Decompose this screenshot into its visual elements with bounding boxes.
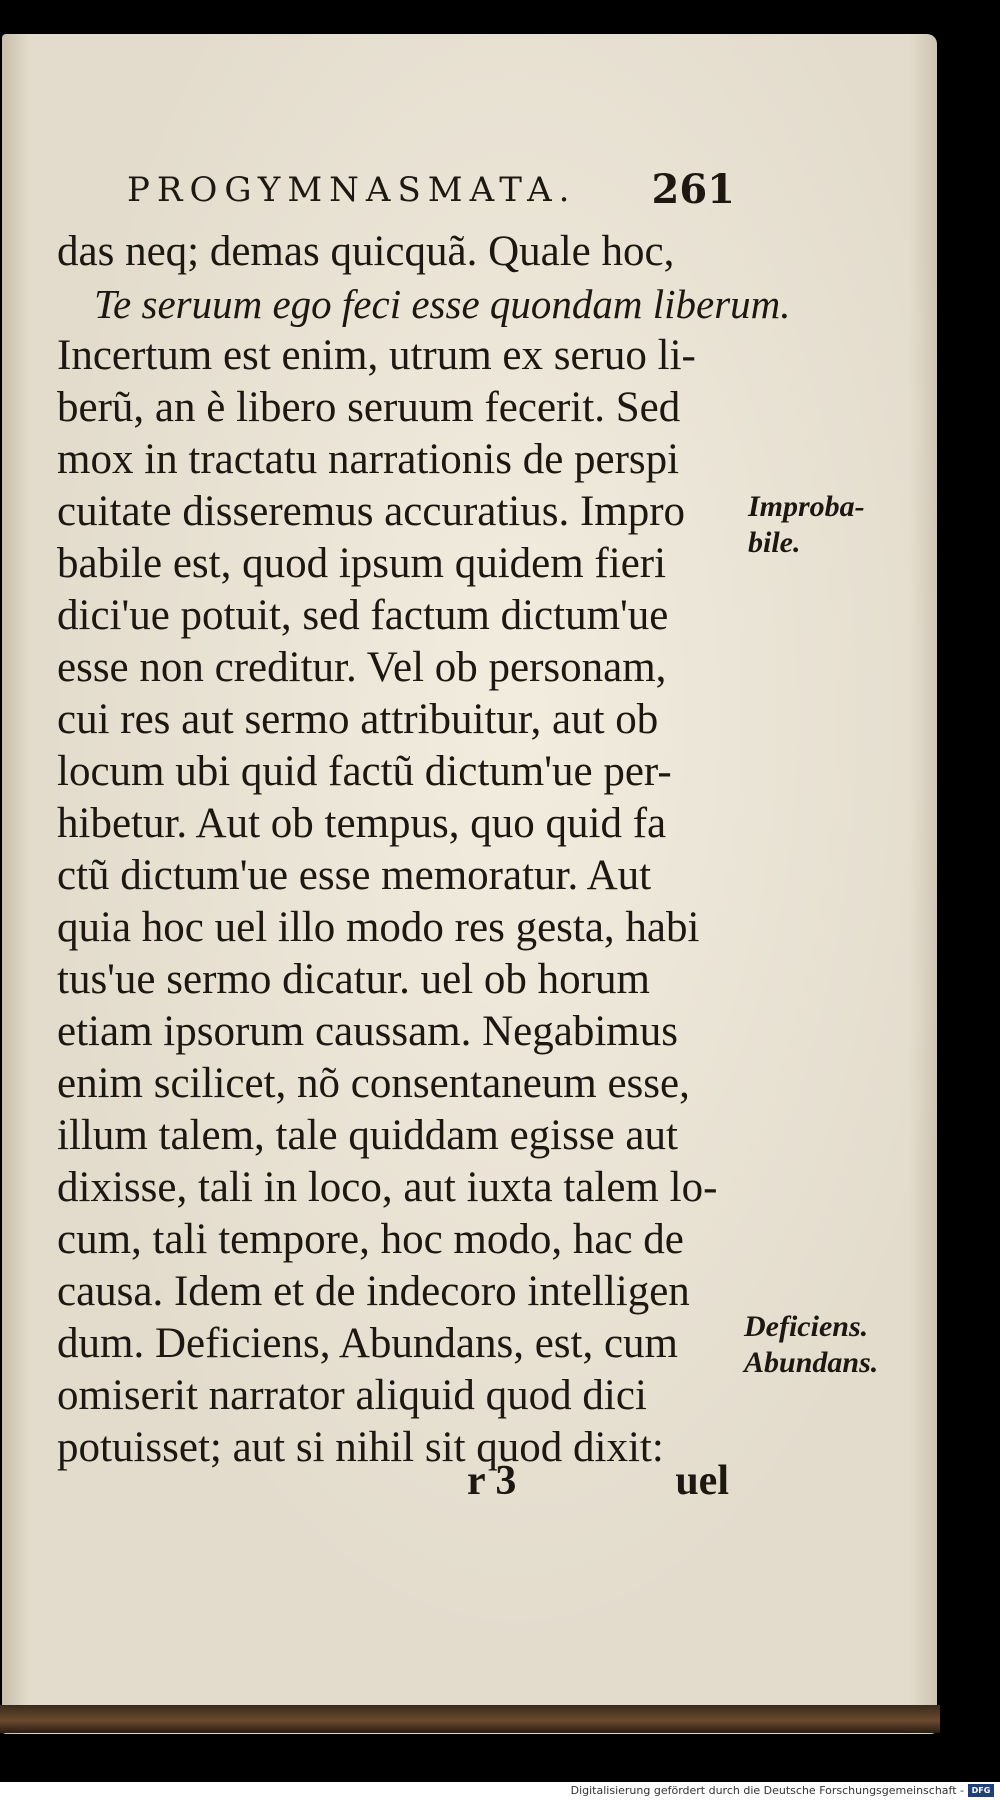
text-line: omiserit narrator aliquid quod dici (57, 1372, 647, 1419)
marginal-line: bile. (748, 526, 801, 559)
footer-credit: Digitalisierung gefördert durch die Deutsche Forschungsgemeinschaft - (570, 1784, 964, 1797)
text-line: dixisse, tali in loco, aut iuxta talem lo- (57, 1164, 718, 1211)
marginal-line: Improba- (748, 490, 865, 523)
marginal-line: Deficiens. (744, 1310, 869, 1343)
digitization-footer (0, 1782, 1000, 1800)
text-line: etiam ipsorum caussam. Negabimus (57, 1008, 678, 1055)
text-line: mox in tractatu narrationis de perspi (57, 436, 680, 483)
text-line: ctũ dictum'ue esse memoratur. Aut (57, 852, 652, 899)
text-line: esse non creditur. Vel ob personam, (57, 644, 667, 691)
verse-quotation: Te seruum ego feci esse quondam liberum. (94, 281, 791, 327)
marginal-note-improbabile (748, 489, 865, 561)
text-line: hibetur. Aut ob tempus, quo quid fa (57, 800, 667, 847)
text-line: das neq; demas quicquã. Quale hoc, (57, 228, 675, 275)
book-page (2, 34, 937, 1734)
text-line: causa. Idem et de indecoro intelligen (57, 1268, 690, 1315)
page-number: 261 (651, 166, 735, 213)
marginal-line: Abundans. (744, 1346, 879, 1379)
text-line: tus'ue sermo dicatur. uel ob horum (57, 956, 650, 1003)
catchword-line (467, 1457, 737, 1507)
text-line: quia hoc uel illo modo res gesta, habi (57, 904, 700, 951)
text-line: locum ubi quid factũ dictum'ue per- (57, 748, 672, 795)
body-text (57, 226, 791, 1474)
text-line: cum, tali tempore, hoc modo, hac de (57, 1216, 684, 1263)
text-line: babile est, quod ipsum quidem fieri (57, 540, 667, 587)
text-line: potuisset; aut si nihil sit quod dixit: (57, 1424, 664, 1471)
marginal-note-deficiens (744, 1309, 878, 1381)
text-line: dici'ue potuit, sed factum dictum'ue (57, 592, 669, 639)
dfg-logo-icon: DFG (968, 1784, 994, 1797)
text-line: cuitate disseremus accuratius. Impro (57, 488, 686, 535)
text-line: dum. Deficiens, Abundans, est, cum (57, 1320, 679, 1367)
text-line: enim scilicet, nõ consentaneum esse, (57, 1060, 690, 1107)
text-line: Incertum est enim, utrum ex seruo li- (57, 332, 696, 379)
running-title: PROGYMNASMATA. (127, 170, 577, 210)
text-line: illum talem, tale quiddam egisse aut (57, 1112, 678, 1159)
signature-mark: r 3 (467, 1458, 517, 1504)
page-bottom-edge (0, 1705, 940, 1733)
page-header (127, 166, 735, 214)
catchword: uel (675, 1458, 729, 1504)
text-line: berũ, an è libero seruum fecerit. Sed (57, 384, 681, 431)
text-line: cui res aut sermo attribuitur, aut ob (57, 696, 659, 743)
